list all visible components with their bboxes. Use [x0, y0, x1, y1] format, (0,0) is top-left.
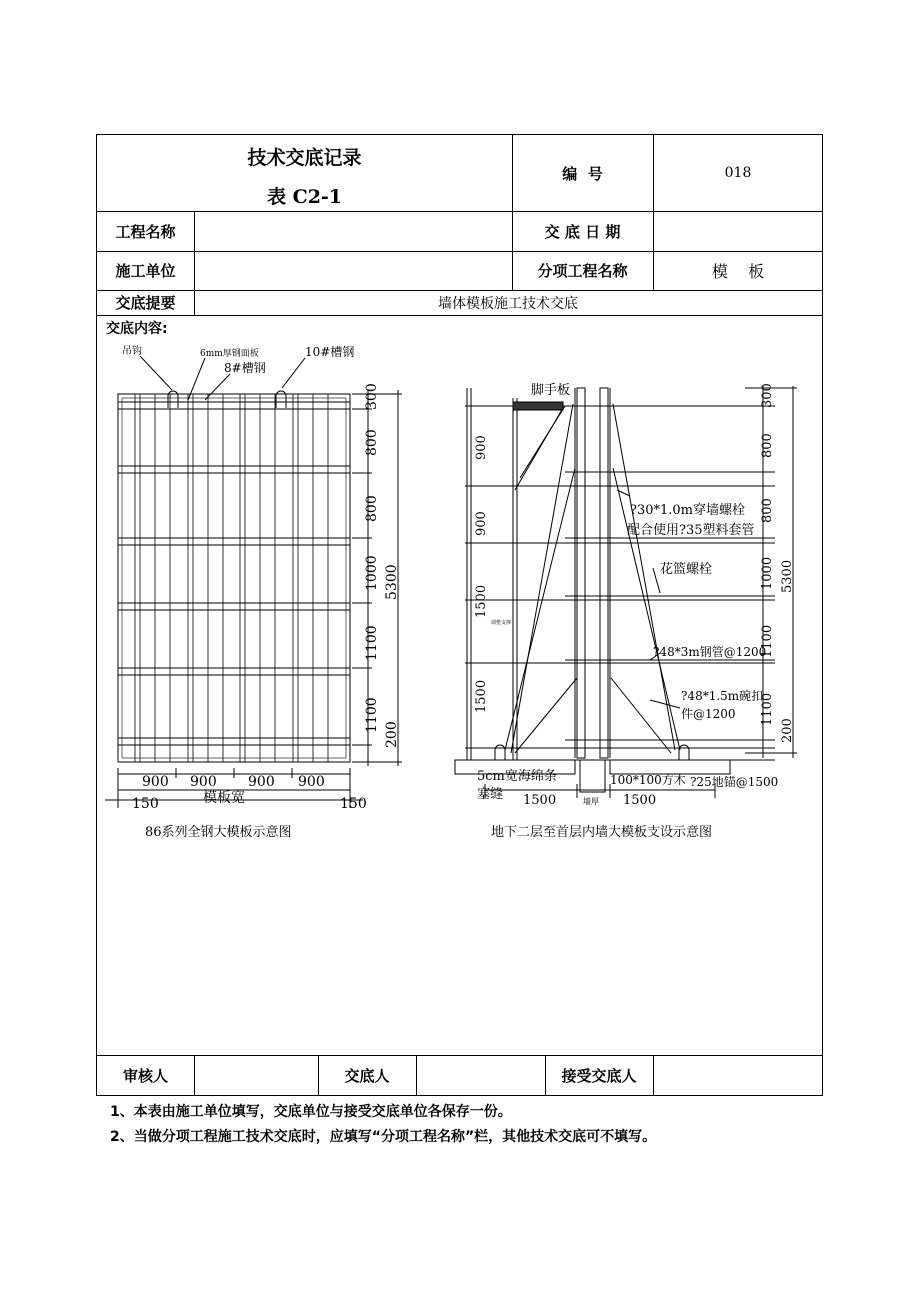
receiver-label: 接受交底人: [561, 1066, 637, 1085]
edge-dim: 150: [340, 796, 367, 812]
left-dim: 1500: [474, 584, 489, 618]
date-value[interactable]: [653, 211, 823, 251]
project-name-value[interactable]: [194, 211, 512, 251]
scaffold-board-label: 脚手板: [531, 383, 571, 398]
pipe3-label: ?48*3m钢管@1200: [653, 645, 767, 659]
pipe15b-label: 件@1200: [681, 707, 736, 721]
edge-dim: 150: [132, 796, 159, 812]
left-dim: 900: [474, 511, 489, 536]
date-label: 交 底 日 期: [544, 222, 621, 241]
right-dim: 1100: [760, 692, 775, 726]
form-title: 技术交底记录: [247, 146, 362, 169]
form-code: 表 C2-1: [266, 185, 343, 208]
steel-face-label: 6mm厚钢面板: [200, 349, 259, 359]
note-1: 1、本表由施工单位填写，交底单位与接受交底单位各保存一份。: [110, 1104, 512, 1120]
subproject-label: 分项工程名称: [537, 262, 628, 280]
width-dim: 900: [142, 774, 169, 790]
discloser-value[interactable]: [416, 1055, 545, 1095]
width-dim: 900: [248, 774, 275, 790]
height-dim: 300: [364, 383, 380, 410]
right-dim: 800: [760, 433, 775, 458]
total-height-dim: 5300: [384, 564, 400, 600]
adjust-label: 调整支撑: [491, 620, 512, 626]
right-dim: 200: [780, 718, 795, 743]
width-dim: 900: [298, 774, 325, 790]
height-dim: 1100: [364, 697, 380, 733]
height-dim: 800: [364, 429, 380, 456]
left-figure-caption: 86系列全钢大模板示意图: [145, 825, 292, 840]
right-figure-caption: 地下二层至首层内墙大模板支设示意图: [491, 825, 713, 840]
right-dim: 1100: [760, 624, 775, 658]
discloser-label: 交底人: [344, 1066, 390, 1085]
anchor-label: ?25地锚@1500: [690, 775, 779, 789]
right-dim: 800: [760, 498, 775, 523]
right-total-dim: 5300: [780, 559, 795, 593]
height-dim: 800: [364, 495, 380, 522]
bottom-dim: 1500: [523, 793, 557, 808]
content-label: 交底内容:: [106, 321, 168, 337]
reviewer-value[interactable]: [194, 1055, 318, 1095]
height-dim: 1100: [364, 625, 380, 661]
reviewer-label: 审核人: [122, 1066, 168, 1085]
project-name-label: 工程名称: [115, 222, 176, 241]
bottom-dim: 1500: [623, 793, 657, 808]
summary-value[interactable]: 墙体模板施工技术交底: [438, 295, 578, 312]
number-label: 编 号: [562, 164, 603, 183]
summary-label: 交底提要: [115, 294, 176, 312]
contractor-label: 施工单位: [115, 262, 176, 280]
wall-thickness-label: 墙厚: [583, 797, 599, 806]
width-dim: 900: [190, 774, 217, 790]
turnbuckle-label: 花篮螺栓: [660, 562, 713, 577]
formwork-panel-diagram: [100, 338, 420, 848]
left-dim: 900: [474, 435, 489, 460]
sponge-label: 5cm宽海绵条: [477, 769, 557, 784]
panel-outline: [118, 394, 350, 762]
gap-label: 塞缝: [477, 787, 504, 802]
width-label: 模板宽: [203, 790, 245, 806]
number-value[interactable]: 018: [724, 165, 752, 181]
left-dim: 1500: [474, 679, 489, 713]
contractor-value[interactable]: [194, 251, 512, 290]
channel8-label: 8#槽钢: [224, 361, 266, 375]
bolt-label: ?30*1.0m穿墙螺栓: [630, 503, 746, 518]
sleeve-label: 配合使用?35塑料套管: [627, 523, 755, 538]
note-2: 2、当做分项工程施工技术交底时，应填写“分项工程名称”栏，其他技术交底可不填写。: [110, 1129, 657, 1145]
right-dim: 1000: [760, 556, 775, 590]
height-dim: 1000: [364, 555, 380, 591]
height-dim: 200: [384, 721, 400, 748]
right-dim: 300: [760, 383, 775, 408]
pipe15-label: ?48*1.5m碗扣: [681, 689, 764, 703]
receiver-value[interactable]: [653, 1055, 823, 1095]
subproject-value[interactable]: 模 板: [711, 262, 765, 281]
timber-label: 100*100方木: [610, 773, 686, 787]
hook-label: 吊钩: [122, 346, 142, 357]
channel10-label: 10#槽钢: [305, 345, 355, 359]
wall-formwork-support-diagram: [445, 378, 815, 848]
row-divider: [97, 315, 822, 316]
